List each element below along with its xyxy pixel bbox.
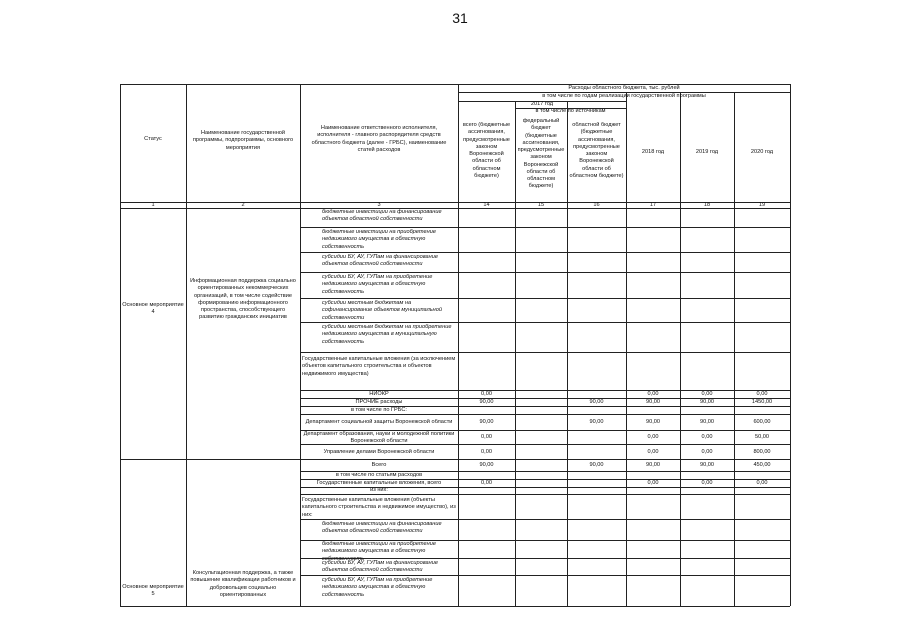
- block4-item: субсидии местным бюджетам на софинансирование объектов муниципальной собственности: [322, 300, 442, 321]
- col-number: 18: [703, 202, 711, 208]
- block5-status: Основное мероприятие 5: [122, 584, 184, 598]
- other-regional: 90,00: [589, 399, 604, 405]
- total-label: Всего: [371, 462, 387, 468]
- year-2017-header: 2017 год: [530, 101, 554, 107]
- niokr-2019: 0,00: [701, 391, 713, 397]
- capital-total-2018: 0,00: [647, 480, 659, 486]
- block5-item: бюджетные инвестиции на финансирование объектов областной собственности: [322, 521, 442, 535]
- col-status-header: Статус: [144, 136, 162, 142]
- col-number: 1: [151, 202, 155, 208]
- total-regional: 90,00: [589, 462, 604, 468]
- dept3-label: Управление делами Воронежской области: [323, 449, 435, 455]
- dept2-total: 0,00: [481, 434, 492, 440]
- total-2018: 90,00: [646, 462, 660, 468]
- capital-total-2019: 0,00: [701, 480, 713, 486]
- col-number: 17: [649, 202, 657, 208]
- dept3-total: 0,00: [481, 449, 492, 455]
- expenses-header: Расходы областного бюджета, тыс. рублей: [568, 85, 680, 91]
- niokr-label: НИОКР: [369, 391, 389, 397]
- dept3-2019: 0,00: [701, 449, 713, 455]
- dept1-total: 90,00: [479, 419, 494, 425]
- capital-total-value: 0,00: [481, 480, 492, 486]
- dept1-2018: 90,00: [646, 419, 660, 425]
- of-which-label: из них:: [370, 487, 388, 493]
- block5-item: бюджетные инвестиции на приобретение недвижимого имущества в областную собственность: [322, 541, 436, 562]
- block4-item: субсидии БУ, АУ, ГУПам на приобретение недвижимого имущества в областную собственность: [322, 274, 433, 295]
- dept1-label: Департамент социальной защиты Воронежской области: [305, 419, 453, 425]
- block4-capital: Государственные капитальные вложения (за исключением объектов капитального строительства и объектов недвижимого имущества): [302, 356, 456, 377]
- col-number: 16: [593, 202, 600, 208]
- block4-item: бюджетные инвестиции на приобретение недвижимого имущества в областную собственность: [322, 229, 436, 250]
- grbs-label: в том числе по ГРБС:: [351, 407, 407, 413]
- dept2-label: Департамент образования, науки и молодежной политики Воронежской области: [303, 431, 455, 445]
- block4-item: субсидии БУ, АУ, ГУПам на финансирование объектов областной собственности: [322, 254, 438, 268]
- capital-total-label: Государственные капитальные вложения, всего: [316, 480, 442, 486]
- dept2-2018: 0,00: [647, 434, 659, 440]
- block5-item: субсидии БУ, АУ, ГУПам на финансирование объектов областной собственности: [322, 560, 438, 574]
- dept1-2020: 600,00: [753, 419, 771, 425]
- by-articles-label: в том числе по статьям расходов: [335, 472, 423, 478]
- dept1-2019: 90,00: [700, 419, 714, 425]
- col-program-header: Наименование государственной программы, подпрограммы, основного мероприятия: [192, 130, 294, 151]
- page-number: 31: [452, 10, 468, 26]
- col-number: 3: [377, 202, 381, 208]
- by-sources-header: в том числе по источникам: [535, 108, 606, 114]
- block5-capital2: Государственные капитальные вложения (объекты капитального строительства и недвижимое имущество), из них:: [302, 497, 456, 518]
- total-value: 90,00: [479, 462, 494, 468]
- col-regional-header: областной бюджет (бюджетные ассигнования, предусмотренные законом Воронежской области об областном бюджете): [569, 122, 624, 179]
- other-2018: 90,00: [646, 399, 660, 405]
- other-label: ПРОЧИЕ расходы: [355, 399, 403, 405]
- block4-item: бюджетные инвестиции на финансирование объектов областной собственности: [322, 209, 442, 223]
- col-number: 14: [483, 202, 490, 208]
- col-2019-header: 2019 год: [695, 149, 719, 155]
- col-executor-header: Наименование ответственного исполнителя, исполнителя - главного распорядителя средств областного бюджета (далее - ГРБС), наименование статей расходов: [311, 125, 447, 153]
- by-years-header: в том числе по годам реализации государственной программы: [542, 93, 706, 99]
- col-federal-header: федеральный бюджет (бюджетные ассигнования, предусмотренные законом Воронежской области об областном бюджете): [517, 118, 565, 190]
- block4-status: Основное мероприятие 4: [122, 302, 184, 316]
- block4-item: субсидии местным бюджетам на приобретение недвижимого имущества в муниципальную собственность: [322, 324, 452, 345]
- col-2018-header: 2018 год: [641, 149, 665, 155]
- total-2019: 90,00: [700, 462, 714, 468]
- col-2020-header: 2020 год: [750, 149, 774, 155]
- block4-name: Информационная поддержка социально ориентированных некоммерческих организаций, в том числе содействие формированию информационного пространства, способствующего развитию гражданских инициатив: [190, 278, 296, 321]
- dept3-2020: 800,00: [753, 449, 771, 455]
- dept2-2019: 0,00: [701, 434, 713, 440]
- other-2020: 1450,00: [751, 399, 773, 405]
- other-2019: 90,00: [700, 399, 714, 405]
- niokr-total: 0,00: [481, 391, 492, 397]
- dept1-regional: 90,00: [589, 419, 604, 425]
- total-2020: 450,00: [753, 462, 771, 468]
- col-total-header: всего (бюджетные ассигнования, предусмотренные законом Воронежской области об областном бюджете): [462, 122, 511, 179]
- niokr-2020: 0,00: [756, 391, 768, 397]
- dept2-2020: 50,00: [755, 434, 769, 440]
- block5-name: Консультационная поддержка, а также повышение квалификации работников и добровольцев социально ориентированных: [190, 570, 296, 598]
- niokr-2018: 0,00: [647, 391, 659, 397]
- col-number: 15: [537, 202, 545, 208]
- dept3-2018: 0,00: [647, 449, 659, 455]
- capital-total-2020: 0,00: [756, 480, 768, 486]
- block5-item: субсидии БУ, АУ, ГУПам на приобретение недвижимого имущества в областную собственность: [322, 577, 433, 598]
- other-total: 90,00: [479, 399, 494, 405]
- col-number: 19: [758, 202, 766, 208]
- col-number: 2: [241, 202, 245, 208]
